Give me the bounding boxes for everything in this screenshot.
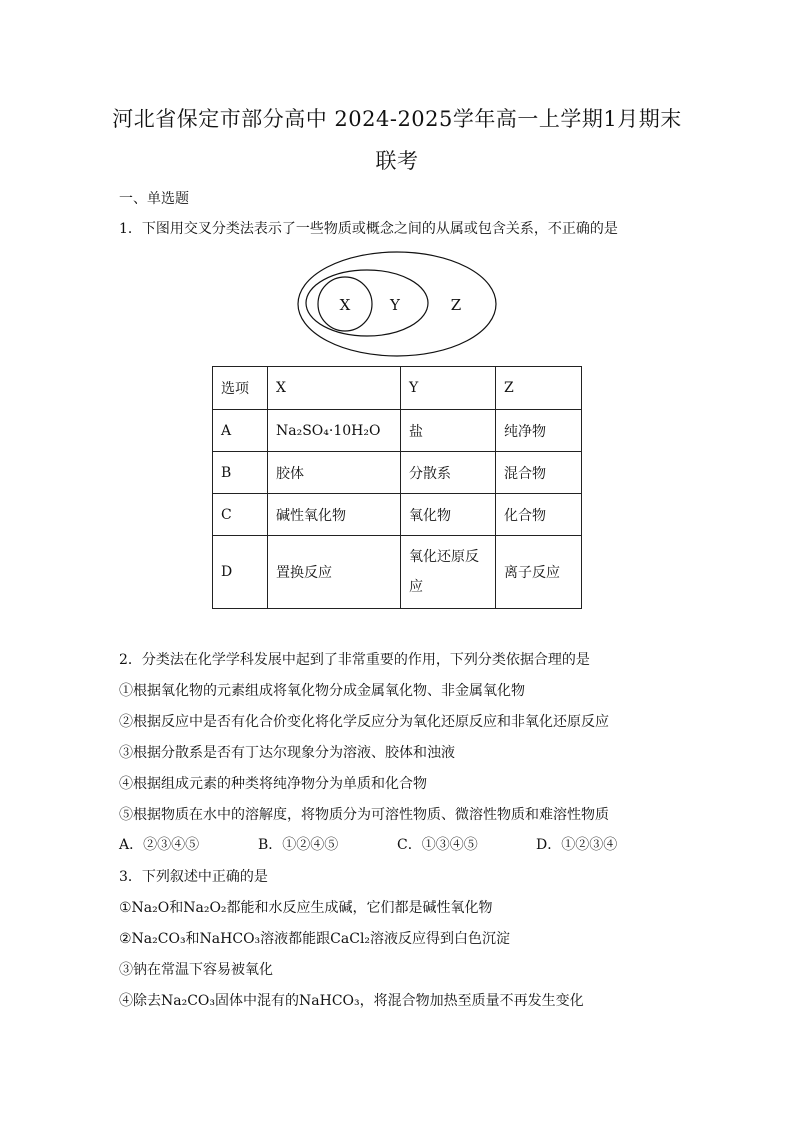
question-3-item: ①Na₂O和Na₂O₂都能和水反应生成碱，它们都是碱性氧化物: [119, 900, 493, 916]
table-cell: 混合物: [496, 452, 582, 494]
question-3-item: ④除去Na₂CO₃固体中混有的NaHCO₃，将混合物加热至质量不再发生变化: [119, 993, 584, 1009]
table-cell: Na₂SO₄·10H₂O: [268, 410, 401, 452]
table-header-cell: 选项: [213, 367, 268, 410]
table-cell: D: [213, 536, 268, 609]
page-title-continued: 联考: [375, 149, 419, 173]
choice-b[interactable]: B．①②④⑤: [258, 837, 339, 853]
table-cell: 盐: [401, 410, 496, 452]
table-cell: 置换反应: [268, 536, 401, 609]
table-row: [213, 536, 582, 609]
choice-d[interactable]: D．①②③④: [536, 837, 618, 853]
venn-diagram: [296, 249, 498, 359]
label-x: X: [339, 296, 351, 314]
question-3-item: ③钠在常温下容易被氧化: [119, 962, 273, 978]
question-3-item: ②Na₂CO₃和NaHCO₃溶液都能跟CaCl₂溶液反应得到白色沉淀: [119, 931, 511, 947]
table-cell: B: [213, 452, 268, 494]
choice-a[interactable]: A．②③④⑤: [119, 837, 200, 853]
table-cell: 氧化还原反应: [401, 536, 496, 609]
table-cell: 氧化物: [401, 494, 496, 536]
question-2-item: ③根据分散系是否有丁达尔现象分为溶液、胶体和浊液: [119, 745, 455, 761]
question-2-item: ②根据反应中是否有化合价变化将化学反应分为氧化还原反应和非氧化还原反应: [119, 714, 609, 730]
middle-ellipse-y: [306, 270, 428, 336]
table-cell: A: [213, 410, 268, 452]
options-table: [212, 366, 582, 609]
table-cell: 胶体: [268, 452, 401, 494]
question-2-item: ①根据氧化物的元素组成将氧化物分成金属氧化物、非金属氧化物: [119, 683, 525, 699]
question-2-item: ④根据组成元素的种类将纯净物分为单质和化合物: [119, 776, 427, 792]
table-cell: 纯净物: [496, 410, 582, 452]
table-header-row: [213, 367, 582, 410]
table-row: [213, 410, 582, 452]
table-cell: 碱性氧化物: [268, 494, 401, 536]
question-3-stem: 3．下列叙述中正确的是: [119, 869, 268, 885]
table-cell: 分散系: [401, 452, 496, 494]
table-row: [213, 494, 582, 536]
label-y: Y: [390, 296, 400, 314]
label-z: Z: [450, 296, 462, 314]
choice-c[interactable]: C．①③④⑤: [397, 837, 478, 853]
table-header-cell: Z: [496, 367, 582, 410]
question-2-item: ⑤根据物质在水中的溶解度，将物质分为可溶性物质、微溶性物质和难溶性物质: [119, 807, 609, 823]
question-2-stem: 2．分类法在化学学科发展中起到了非常重要的作用，下列分类依据合理的是: [119, 652, 590, 668]
section-heading: 一、单选题: [119, 191, 189, 207]
table-cell: 离子反应: [496, 536, 582, 609]
table-cell: 化合物: [496, 494, 582, 536]
page-title: 河北省保定市部分高中 2024-2025学年高一上学期1月期末: [112, 107, 682, 131]
table-cell: C: [213, 494, 268, 536]
table-header-cell: X: [268, 367, 401, 410]
table-row: [213, 452, 582, 494]
question-1-stem: 1．下图用交叉分类法表示了一些物质或概念之间的从属或包含关系，不正确的是: [119, 221, 618, 237]
table-header-cell: Y: [401, 367, 496, 410]
